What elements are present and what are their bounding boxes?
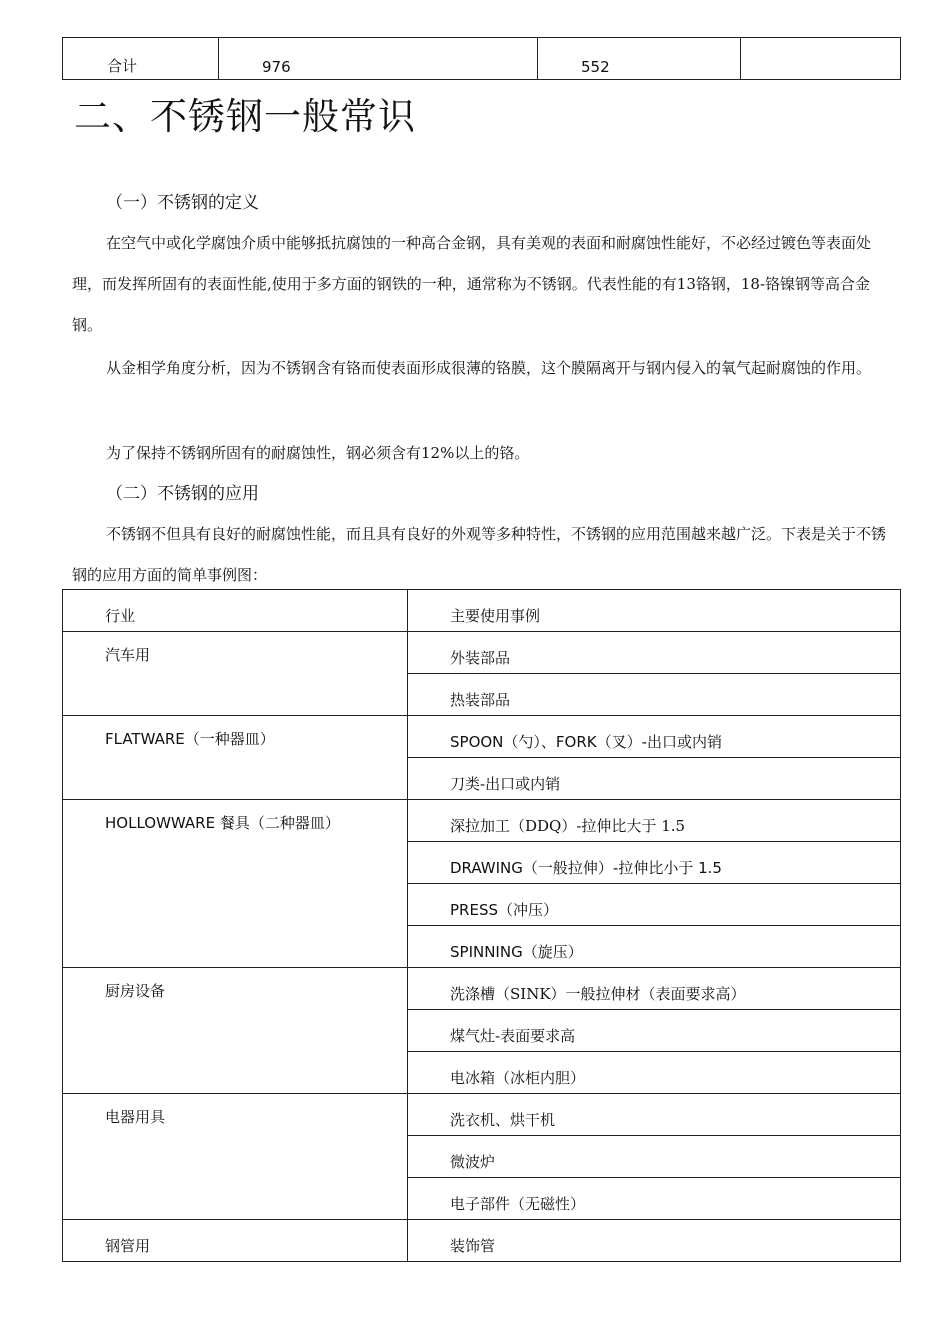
use-cell: PRESS（冲压）	[408, 884, 901, 926]
use-cell: 电冰箱（冰柜内胆）	[408, 1052, 901, 1094]
use-cell: 微波炉	[408, 1136, 901, 1178]
use-cell: DRAWING（一般拉伸）-拉伸比小于 1.5	[408, 842, 901, 884]
use-cell: 洗涤槽（SINK）一般拉伸材（表面要求高）	[408, 968, 901, 1010]
use-cell: 热装部品	[408, 674, 901, 716]
table-row	[63, 632, 901, 674]
industry-cell: 钢管用	[63, 1220, 408, 1262]
paragraph-chromium: 为了保持不锈钢所固有的耐腐蚀性，钢必须含有12%以上的铬。	[106, 444, 530, 462]
industry-cell: 汽车用	[63, 632, 408, 716]
summary-value-1: 976	[219, 38, 538, 80]
summary-value-2: 552	[538, 38, 741, 80]
paragraph-definition: 在空气中或化学腐蚀介质中能够抵抗腐蚀的一种高合金钢，具有美观的表面和耐腐蚀性能好，不必经过镀色等表面处理，而发挥所固有的表面性能,使用于多方面的钢铁的一种，通常称为不锈钢。代表性能的有13铬钢，18-铬镍钢等高合金钢。	[72, 234, 872, 334]
header-uses: 主要使用事例	[408, 590, 901, 632]
table-row	[63, 1094, 901, 1136]
use-cell: 电子部件（无磁性）	[408, 1178, 901, 1220]
header-industry: 行业	[63, 590, 408, 632]
paragraph-application-intro: 不锈钢不但具有良好的耐腐蚀性能，而且具有良好的外观等多种特性，不锈钢的应用范围越来越广泛。下表是关于不锈钢的应用方面的简单事例图：	[72, 525, 887, 584]
industry-cell: FLATWARE（一种器皿）	[63, 716, 408, 800]
summary-value-3	[741, 38, 901, 80]
industry-cell: 电器用具	[63, 1094, 408, 1220]
use-cell: 外装部品	[408, 632, 901, 674]
use-cell: SPOON（勺）、FORK（叉）-出口或内销	[408, 716, 901, 758]
table-row	[63, 716, 901, 758]
industry-cell: HOLLOWWARE 餐具（二种器皿）	[63, 800, 408, 968]
table-row	[63, 800, 901, 842]
use-cell: 洗衣机、烘干机	[408, 1094, 901, 1136]
summary-row	[63, 38, 901, 80]
use-cell: 深拉加工（DDQ）-拉伸比大于 1.5	[408, 800, 901, 842]
table-header-row	[63, 590, 901, 632]
use-cell: 刀类-出口或内销	[408, 758, 901, 800]
summary-label: 合计	[63, 38, 219, 80]
industry-cell: 厨房设备	[63, 968, 408, 1094]
use-cell: 煤气灶-表面要求高	[408, 1010, 901, 1052]
paragraph-metallography: 从金相学角度分析，因为不锈钢含有铬而使表面形成很薄的铬膜，这个膜隔离开与钢内侵入的氧气起耐腐蚀的作用。	[106, 359, 872, 377]
table-row	[63, 968, 901, 1010]
subsection-title-definition: （一）不锈钢的定义	[106, 193, 259, 213]
section-title: 二、不锈钢一般常识	[74, 95, 416, 138]
use-cell: SPINNING（旋压）	[408, 926, 901, 968]
subsection-title-application: （二）不锈钢的应用	[106, 484, 259, 504]
use-cell: 装饰管	[408, 1220, 901, 1262]
application-table	[62, 589, 901, 1262]
table-row	[63, 1220, 901, 1262]
summary-table	[62, 37, 901, 80]
